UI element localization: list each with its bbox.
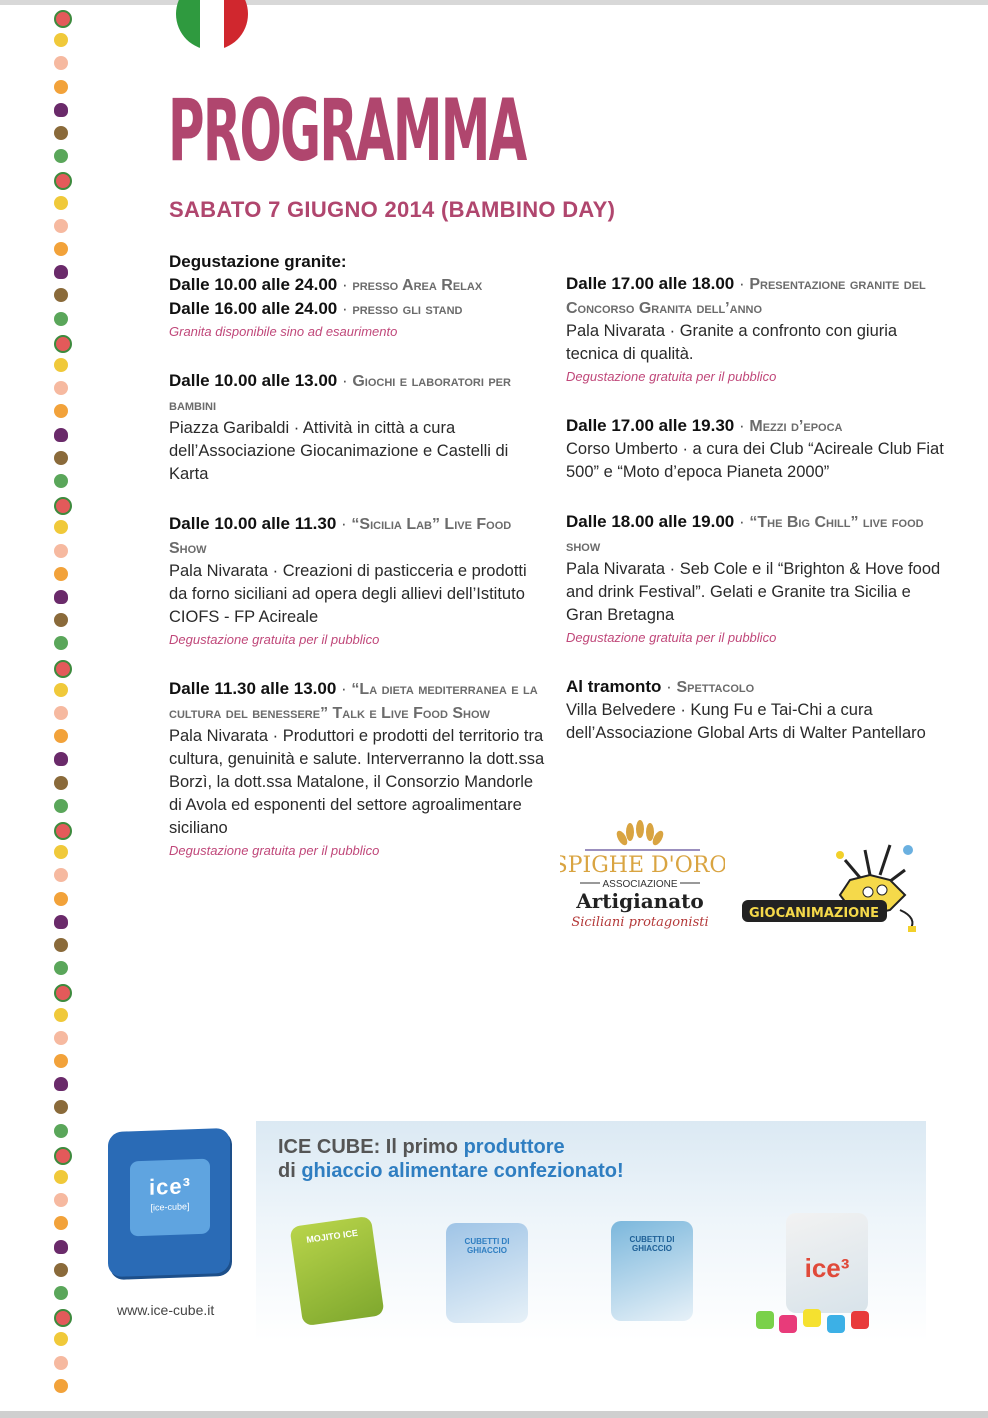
pineapple-icon [54, 520, 68, 534]
product-bag: CUBETTI DI GHIACCIO [611, 1221, 693, 1321]
event-sicilia-lab: Dalle 10.00 alle 11.30 · “Sicilia Lab” Live Food Show Pala Nivarata · Creazioni di pasticceria e prodotti da forno siciliani ad opera degli allievi dell’Istituto CIOFS - FP Acireale Degustazione gratuita per il pubblico [169, 512, 549, 651]
event-time: Dalle 10.00 alle 13.00 [169, 371, 338, 390]
pineapple-icon [54, 1332, 68, 1346]
watermelon-icon [54, 984, 72, 1002]
strawberry-icon [54, 1193, 68, 1207]
italian-flag-icon [176, 0, 248, 50]
svg-text:GIOCANIMAZIONE: GIOCANIMAZIONE [749, 906, 879, 921]
strawberry-icon [54, 868, 68, 882]
event-time: Dalle 11.30 alle 13.00 [169, 679, 337, 698]
pineapple-icon [54, 358, 68, 372]
event-time: Al tramonto [566, 677, 662, 696]
event-giochi: Dalle 10.00 alle 13.00 · Giochi e laboratori per bambini Piazza Garibaldi · Attività in città a cura dell’Associazione Giocanimazione e Castelli di Karta [169, 369, 549, 486]
strawberry-icon [54, 544, 68, 558]
strawberry-icon [54, 1031, 68, 1045]
event-time: Dalle 17.00 alle 18.00 [566, 274, 735, 293]
event-note: Degustazione gratuita per il pubblico [169, 632, 380, 647]
peach-icon [54, 567, 68, 581]
fig-icon [54, 613, 68, 627]
ice-cube-banner [256, 1121, 926, 1341]
fig-icon [54, 451, 68, 465]
event-note: Degustazione gratuita per il pubblico [566, 630, 777, 645]
event-big-chill: Dalle 18.00 alle 19.00 · “The Big Chill” live food show Pala Nivarata · Seb Cole e il “Brighton & Hove food and drink Festival”. Gelati e Granite tra Sicilia e Gran Bretagna Degustazione gratuita per il pubblico [566, 510, 946, 649]
orange-slice-icon [54, 590, 68, 604]
watermelon-icon [54, 172, 72, 190]
pineapple-icon [54, 33, 68, 47]
event-title: Giochi e laboratori per bambini [169, 373, 511, 414]
watermelon-icon [54, 10, 72, 28]
event-description: Pala Nivarata · Produttori e prodotti del territorio tra cultura, genuinità e salute. Interverranno la dott.ssa Borzì, la dott.ssa Matalone, il Consorzio Mandorle di Avola ed esponenti del settore agroalimentare siciliano [169, 727, 545, 837]
almond-icon [54, 312, 68, 326]
orange-slice-icon [54, 103, 68, 117]
top-border [0, 0, 988, 5]
wheat-icon [560, 820, 725, 935]
product-bag: ice³ [786, 1213, 868, 1313]
product-bag: CUBETTI DI GHIACCIO [446, 1223, 528, 1323]
almond-icon [54, 474, 68, 488]
svg-text:SPIGHE D'ORO: SPIGHE D'ORO [560, 853, 725, 878]
event-title: Presentazione granite del Concorso Granita dell’anno [566, 276, 926, 317]
date-heading: SABATO 7 GIUGNO 2014 (BAMBINO DAY) [169, 197, 616, 222]
ice-logo-sub: [ice-cube] [150, 1201, 190, 1213]
granite-row: Dalle 16.00 alle 24.00 · presso gli stand [169, 299, 463, 318]
bottom-border [0, 1411, 988, 1418]
event-title: Mezzi d’epoca [749, 418, 843, 435]
fig-icon [54, 1263, 68, 1277]
fig-icon [54, 126, 68, 140]
event-description: Corso Umberto · a cura dei Club “Acireale Club Fiat 500” e “Moto d’epoca Pianeta 2000” [566, 440, 944, 481]
event-title: “La dieta mediterranea e la cultura del benessere” Talk e Live Food Show [169, 681, 538, 722]
almond-icon [54, 1124, 68, 1138]
event-description: Villa Belvedere · Kung Fu e Tai-Chi a cura dell’Associazione Global Arts di Walter Pantellaro [566, 701, 926, 742]
product-bag: MOJITO ICE [289, 1216, 384, 1326]
granite-row: Dalle 10.00 alle 24.00 · presso Area Relax [169, 275, 483, 294]
peach-icon [54, 1216, 68, 1230]
almond-icon [54, 961, 68, 975]
giocanimazione-logo [740, 840, 925, 935]
orange-slice-icon [54, 1077, 68, 1091]
ice-cube-logo [108, 1128, 230, 1277]
event-time: Dalle 10.00 alle 11.30 [169, 514, 337, 533]
fig-icon [54, 776, 68, 790]
watermelon-icon [54, 335, 72, 353]
event-dieta: Dalle 11.30 alle 13.00 · “La dieta mediterranea e la cultura del benessere” Talk e Live Food Show Pala Nivarata · Produttori e prodotti del territorio tra cultura, genuinità e salute. Interverranno la dott.ssa Borzì, la dott.ssa Matalone, il Consorzio Mandorle di Avola ed esponenti del settore agroalimentare siciliano Degustazione gratuita per il pubblico [169, 677, 549, 862]
event-description: Pala Nivarata · Granite a confronto con giuria tecnica di qualità. [566, 322, 898, 363]
svg-text:ASSOCIAZIONE: ASSOCIAZIONE [602, 879, 678, 890]
peach-icon [54, 892, 68, 906]
event-mezzi: Dalle 17.00 alle 19.30 · Mezzi d’epoca Corso Umberto · a cura dei Club “Acireale Club Fiat 500” e “Moto d’epoca Pianeta 2000” [566, 414, 946, 484]
colored-ice-cubes [751, 1301, 891, 1341]
page-title: PROGRAMMA [168, 81, 526, 181]
peach-icon [54, 242, 68, 256]
right-column [566, 272, 946, 771]
event-title: “The Big Chill” live food show [566, 514, 924, 555]
svg-text:Siciliani protagonisti: Siciliani protagonisti [571, 915, 709, 930]
left-column [169, 250, 549, 888]
peach-icon [54, 1379, 68, 1393]
almond-icon [54, 1286, 68, 1300]
pineapple-icon [54, 1170, 68, 1184]
pineapple-icon [54, 683, 68, 697]
watermelon-icon [54, 1309, 72, 1327]
fig-icon [54, 288, 68, 302]
strawberry-icon [54, 706, 68, 720]
event-title: “Sicilia Lab” Live Food Show [169, 516, 512, 557]
event-time: Dalle 18.00 alle 19.00 [566, 512, 735, 531]
pineapple-icon [54, 196, 68, 210]
orange-slice-icon [54, 428, 68, 442]
granite-heading: Degustazione granite: [169, 252, 347, 271]
event-presentazione: Dalle 17.00 alle 18.00 · Presentazione granite del Concorso Granita dell’anno Pala Nivarata · Granite a confronto con giuria tecnica di qualità. Degustazione gratuita per il pubblico [566, 272, 946, 388]
granite-note: Granita disponibile sino ad esaurimento [169, 324, 398, 339]
strawberry-icon [54, 219, 68, 233]
event-tramonto: Al tramonto · Spettacolo Villa Belvedere · Kung Fu e Tai-Chi a cura dell’Associazione Global Arts di Walter Pantellaro [566, 675, 946, 745]
event-title: Spettacolo [676, 679, 755, 696]
almond-icon [54, 149, 68, 163]
almond-icon [54, 636, 68, 650]
spighe-doro-logo [560, 820, 725, 935]
event-description: Piazza Garibaldi · Attività in città a cura dell’Associazione Giocanimazione e Castelli di Karta [169, 419, 509, 483]
event-description: Pala Nivarata · Creazioni di pasticceria e prodotti da forno siciliani ad opera degli allievi dell’Istituto CIOFS - FP Acireale [169, 562, 527, 626]
orange-slice-icon [54, 752, 68, 766]
orange-slice-icon [54, 915, 68, 929]
banner-headline: ICE CUBE: Il primo produttore di ghiaccio alimentare confezionato! [278, 1136, 624, 1182]
orange-slice-icon [54, 265, 68, 279]
watermelon-icon [54, 497, 72, 515]
watermelon-icon [54, 822, 72, 840]
event-description: Pala Nivarata · Seb Cole e il “Brighton & Hove food and drink Festival”. Gelati e Granite tra Sicilia e Gran Bretagna [566, 560, 941, 624]
peach-icon [54, 729, 68, 743]
fig-icon [54, 938, 68, 952]
strawberry-icon [54, 381, 68, 395]
fig-icon [54, 1100, 68, 1114]
svg-text:Artigianato: Artigianato [576, 889, 704, 913]
ice-logo-text: ice³ [149, 1173, 191, 1200]
event-time: Dalle 17.00 alle 19.30 [566, 416, 735, 435]
pineapple-icon [54, 845, 68, 859]
event-note: Degustazione gratuita per il pubblico [169, 843, 380, 858]
watermelon-icon [54, 660, 72, 678]
watermelon-icon [54, 1147, 72, 1165]
strawberry-icon [54, 56, 68, 70]
ice-cube-url[interactable]: www.ice-cube.it [117, 1302, 215, 1318]
granite-block [169, 250, 549, 343]
fruit-border-decoration [52, 10, 78, 1410]
event-note: Degustazione gratuita per il pubblico [566, 369, 777, 384]
orange-slice-icon [54, 1240, 68, 1254]
strawberry-icon [54, 1356, 68, 1370]
peach-icon [54, 80, 68, 94]
pineapple-icon [54, 1008, 68, 1022]
peach-icon [54, 404, 68, 418]
almond-icon [54, 799, 68, 813]
peach-icon [54, 1054, 68, 1068]
